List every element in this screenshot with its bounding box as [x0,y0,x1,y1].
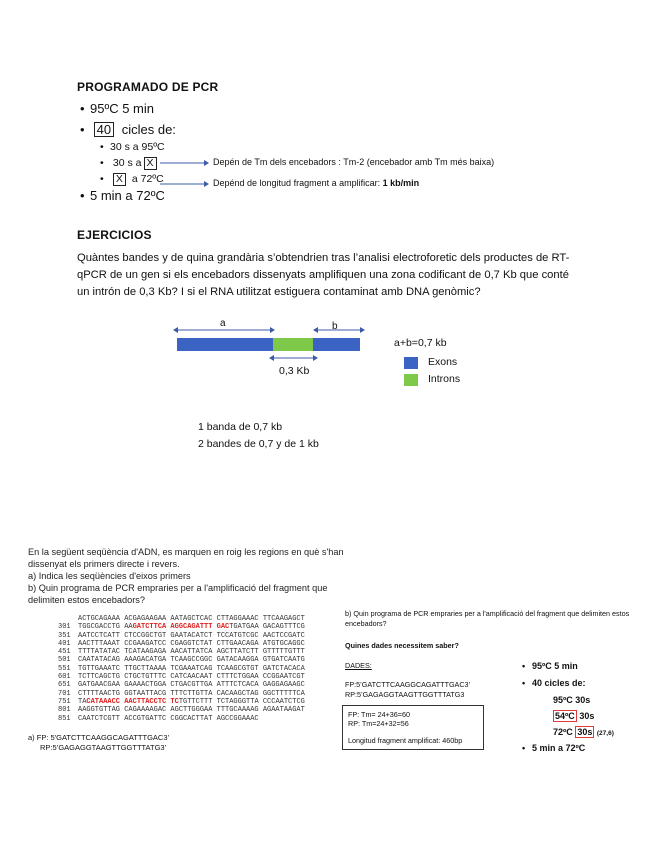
pcr-step-1 [80,101,154,116]
prog-anneal-temp: 54ºC [555,711,575,721]
sequence-line-number: 301 [58,623,71,632]
prog-step-1-text: 95ºC 5 min [532,661,578,671]
sequence-text: GATGAACGAA GAAAACTGGA CTGACGTTGA ATTTCTCACA GAGGAGAAGC [78,681,305,690]
exon-left [177,338,273,351]
sequence-line-number: 401 [58,639,71,648]
sequence-line-number: 601 [58,673,71,682]
sequence-text: AATCCTCATT CTCCGGCTGT GAATACATCT TCCATGTCGC AACTCCGATC [78,631,305,640]
pcr-step-1-text: 95ºC 5 min [90,101,154,116]
pcr-step-final [80,188,165,203]
sequence-line [58,698,305,706]
prog-denat: 95ºC 30s [553,695,591,705]
sequence-line-number: 651 [58,681,71,690]
sequence-text: TGATGAA GACAGTTTCG [229,623,305,632]
sequence-line-number: 501 [58,656,71,665]
sequence-line [58,632,305,640]
answer-rp: RP:5’GAGAGGTAAGTTGGTTTATG3’ [40,743,167,752]
right-rp: RP:5’GAGAGGTAAGTTGGTTTATG3 [345,690,465,699]
pcr-sub-3 [100,173,164,186]
pcr-sub-2-text: 30 s a [112,157,142,169]
sequence-line-number: 701 [58,689,71,698]
prog-cycles [522,678,586,688]
right-fp: FP:5’GATCTTCAAGGCAGATTTGAC3’ [345,680,471,689]
arrow-head-1 [204,160,209,166]
sequence-line [58,665,305,673]
extension-note-text: Depénd de longitud fragment a amplificar: [213,178,381,188]
pcr-sub-2 [100,157,157,170]
prog-final [522,743,585,753]
question-a: a) Indica les seqüències d'eixos primers [28,571,191,581]
cycles-label: cicles de: [121,122,176,137]
primer-region: GATCTTCA AGGCAGATTT GAC [132,623,230,632]
answer-2: 2 bandes de 0,7 y de 1 kb [198,438,319,450]
sequence-line [58,615,305,623]
fragment-length: Longitud fragment amplificat: 460bp [348,736,463,745]
prog-extend-time: 30s [577,727,593,737]
arrow-intron-left [269,355,274,361]
sequence-line [58,681,305,689]
primer-region: CATAAACC AACTTACCTC TC [86,697,179,706]
sequence-line-number: 451 [58,648,71,657]
sequence-text: TTTTATATAC TCATAAGAGA AACATTATCA AGCTTATCTT GTTTTTGTTT [78,648,305,657]
label-b: b [332,321,338,332]
sequence-line [58,623,305,631]
sequence-line [58,640,305,648]
sequence-text: CAATCTCGTT ACCGTGATTC CGGCACTTAT AGCCGGAAAC [78,714,259,723]
arrow-b-left [313,327,318,333]
arrow-head-2 [204,181,209,187]
sequence-line [58,706,305,714]
prog-final-text: 5 min a 72ºC [532,743,586,753]
extension-note [213,178,419,188]
arrow-intron-right [313,355,318,361]
label-a: a [220,318,226,329]
exercise-question: Quàntes bandes y de quina grandària s’obtendrien tras l’analisi electroforetic dels productes de RT-qPCR de un gen si els encebadors dissenyats amplifiquen una zona codificant de 0,7 Kb que conté un intrón de 0,3 Kb? I si el RNA utilitzat estiguera contaminat amb DNA genòmic? [77,252,570,298]
prog-step-1 [522,661,578,671]
data-label: DADES: [345,661,372,670]
sequence-text: ACTGCAGAAA ACGAGAAGAA AATAGCTCAC CTTAGGAAAC TTCAAGAGCT [78,615,305,623]
legend-exon-swatch [404,357,418,369]
sequence-line-number: 751 [58,697,71,706]
legend-intron-swatch [404,374,418,386]
sequence-text: TGTTCTTT TCTAGGGTTA CCCAATCTCG [178,697,305,706]
sequence-line [58,715,305,723]
prog-extend-note: (27,6) [596,730,614,737]
prog-cycles-text: 40 cicles de: [532,678,586,688]
answer-fp: a) FP: 5'GATCTTCAAGGCAGATTTGAC3’ [28,733,170,742]
legend-introns: Introns [428,373,461,385]
question-b: b) Quin programa de PCR empraries per a l'amplificació del fragment que delimiten estos encebadors? [28,583,328,605]
dna-sequence [58,615,305,723]
prog-extend-temp: 72ºC [553,727,573,737]
sequence-line [58,673,305,681]
sequence-line-number: 351 [58,631,71,640]
sequence-text: TGGCGACCTG AA [78,623,133,632]
sequence-line [58,690,305,698]
sequence-intro: En la següent seqüència d'ADN, es marquen en roig les regions en què s'han dissenyat els primers directe i revers. [28,547,344,569]
sequence-text: AACTTTAAAT CCGAAGATCC CGAGGTCTAT CTTGAACAGA ATGTGCAGGC [78,639,305,648]
sequence-line-number: 801 [58,706,71,715]
length-sum: a+b=0,7 kb [394,337,447,349]
pcr-sub-1 [100,141,165,153]
tm-fp: FP: Tm= 24+36=60 [348,710,410,719]
pcr-cycles [80,122,176,137]
pcr-step-final-text: 5 min a 72ºC [90,188,165,203]
extension-note-rate: 1 kb/min [382,178,420,188]
answer-1: 1 banda de 0,7 kb [198,421,283,433]
gene-diagram [170,318,370,378]
sequence-text: CAATATACAG AAAGACATGA TCAAGCCGGC GATACAAGGA GTGATCAATG [78,656,305,665]
arrow-a-right [270,327,275,333]
exon-right [313,338,360,351]
pcr-sub-1-text: 30 s a 95ºC [110,141,165,153]
sequence-text: CTTTTAACTG GGTAATTACG TTTCTTGTTA CACAAGCTAG GGCTTTTTCA [78,689,305,698]
sequence-line-number: 551 [58,664,71,673]
prog-extend [553,727,614,737]
annealing-temp-box: X [144,157,157,170]
sequence-line [58,656,305,664]
tm-rp: RP: Tm=24+32=56 [348,719,409,728]
intron [273,338,313,351]
exercises-title: EJERCICIOS [77,228,152,242]
data-needed: Quines dades necessitem saber? [345,641,459,650]
sequence-line [58,648,305,656]
arrow-a-left [173,327,178,333]
sequence-text: TGTTGAAATC TTGCTTAAAA TCGAAATCAG TCAAGCGTGT GATCTACACA [78,664,305,673]
tm-box [342,705,484,750]
sequence-text: TCTTCAGCTG CTGCTGTTTC CATCAACAAT CTTTCTGGAA CCGGAATCGT [78,673,305,682]
sequence-text: TA [78,697,87,706]
arrow-b-right [360,327,365,333]
pcr-sub-3-text: a 72ºC [131,173,164,185]
pcr-title: PROGRAMADO DE PCR [77,80,219,94]
prog-anneal-time: 30s [579,711,595,721]
extension-time-box: X [113,173,126,186]
pcr-arrows [160,157,210,191]
sequence-text: AAGGTGTTAG CAGAAAAGAC AGCTTGGGAA TTTGCAAAAG AGAATAAGAT [78,706,305,715]
prog-anneal [553,711,594,721]
legend-exons: Exons [428,356,458,368]
cycles-number-box: 40 [94,122,114,137]
sequence-line-number: 851 [58,714,71,723]
right-question: b) Quin programa de PCR empraries per a l'amplificació del fragment que delimiten estos encebadors? [345,609,630,628]
annealing-note: Depén de Tm dels encebadors : Tm-2 (encebador amb Tm més baixa) [213,157,495,167]
intron-size-label: 0,3 Kb [279,365,310,377]
